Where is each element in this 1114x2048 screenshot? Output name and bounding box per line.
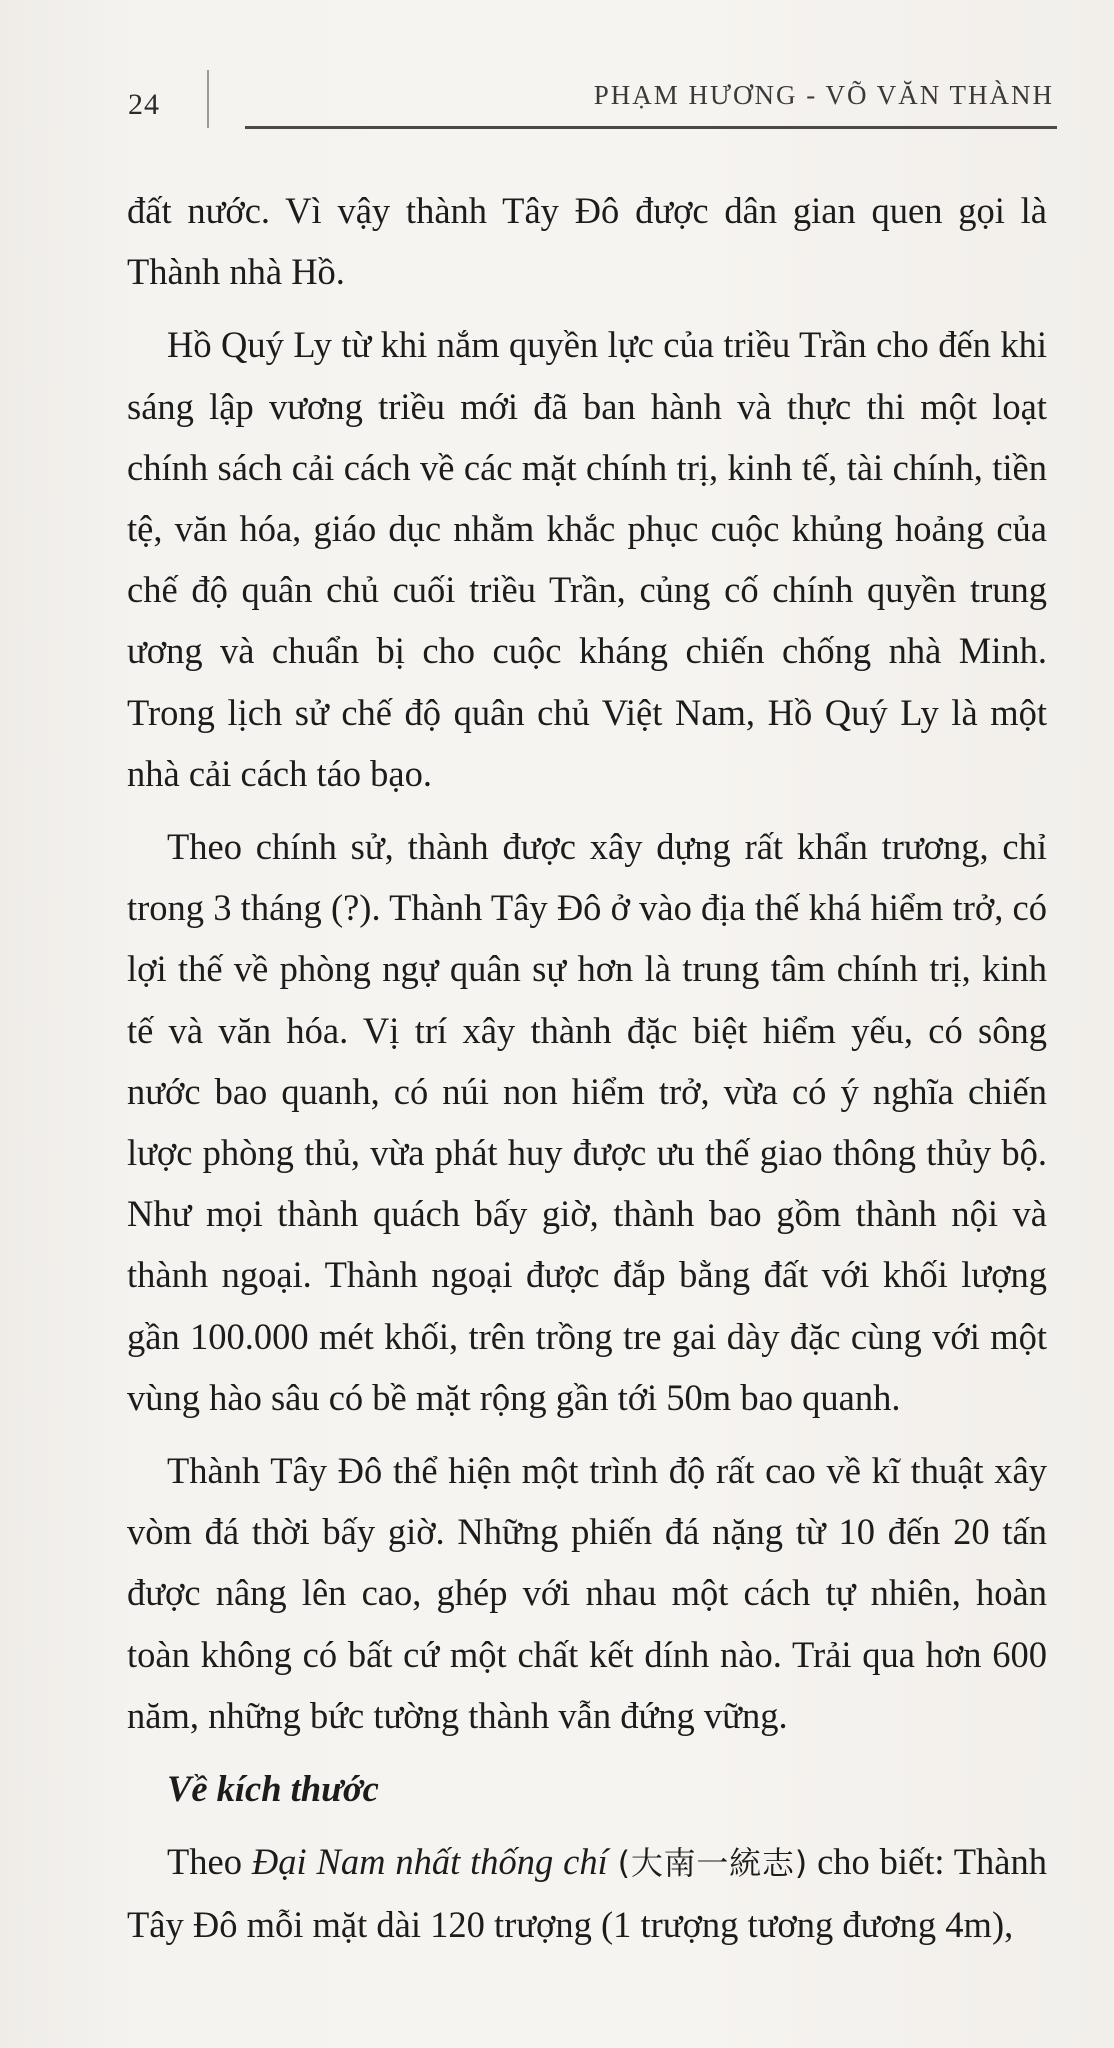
paragraph-stone-vaults: Thành Tây Đô thể hiện một trình độ rất cao về kĩ thuật xây vòm đá thời bấy giờ. Những phiến đá nặng từ 10 đến 20 tấn được nâng lên cao, ghép với nhau một cách tự nhiên, hoàn toàn không có bất cứ một chất kết dính nào. Trải qua hơn 600 năm, những bức tường thành vẫn đứng vững. [127,1450,1047,1736]
paragraph-lead: Theo [167,1841,252,1883]
header-divider [207,70,209,128]
paragraph-dimensions [127,1831,1047,1955]
book-title: Đại Nam nhất thống chí [251,1841,608,1883]
page-header [0,0,1114,140]
book-title-cjk: (大南一統志) [617,1844,808,1883]
paragraph-continuation: đất nước. Vì vậy thành Tây Đô được dân gian quen gọi là Thành nhà Hồ. [127,190,1047,293]
paragraph-rest: cho biết: Thành Tây Đô mỗi mặt dài 120 trượng (1 trượng tương đương 4m), [127,1841,1048,1946]
running-title: PHẠM HƯƠNG - VÕ VĂN THÀNH [593,80,1054,110]
header-rule [245,126,1057,129]
paragraph-ho-quy-ly: Hồ Quý Ly từ khi nắm quyền lực của triều Trần cho đến khi sáng lập vương triều mới đã ban hành và thực thi một loạt chính sách cải cách về các mặt chính trị, kinh tế, tài chính, tiền tệ, văn hóa, giáo dục nhằm khắc phục cuộc khủng hoảng của chế độ quân chủ cuối triều Trần, củng cố chính quyền trung ương và chuẩn bị cho cuộc kháng chiến chống nhà Minh. Trong lịch sử chế độ quân chủ Việt Nam, Hồ Quý Ly là một nhà cải cách táo bạo. [127,324,1047,794]
page-number: 24 [128,88,160,121]
body-text [127,180,1047,1956]
section-heading: Về kích thước [167,1768,379,1810]
paragraph-construction: Theo chính sử, thành được xây dựng rất khẩn trương, chỉ trong 3 tháng (?). Thành Tây Đô ở vào địa thế khá hiểm trở, có lợi thế về phòng ngự quân sự hơn là trung tâm chính trị, kinh tế và văn hóa. Vị trí xây thành đặc biệt hiểm yếu, có sông nước bao quanh, có núi non hiểm trở, vừa có ý nghĩa chiến lược phòng thủ, vừa phát huy được ưu thế giao thông thủy bộ. Như mọi thành quách bấy giờ, thành bao gồm thành nội và thành ngoại. Thành ngoại được đắp bằng đất với khối lượng gần 100.000 mét khối, trên trồng tre gai dày đặc cùng với một vùng hào sâu có bề mặt rộng gần tới 50m bao quanh. [127,826,1047,1418]
